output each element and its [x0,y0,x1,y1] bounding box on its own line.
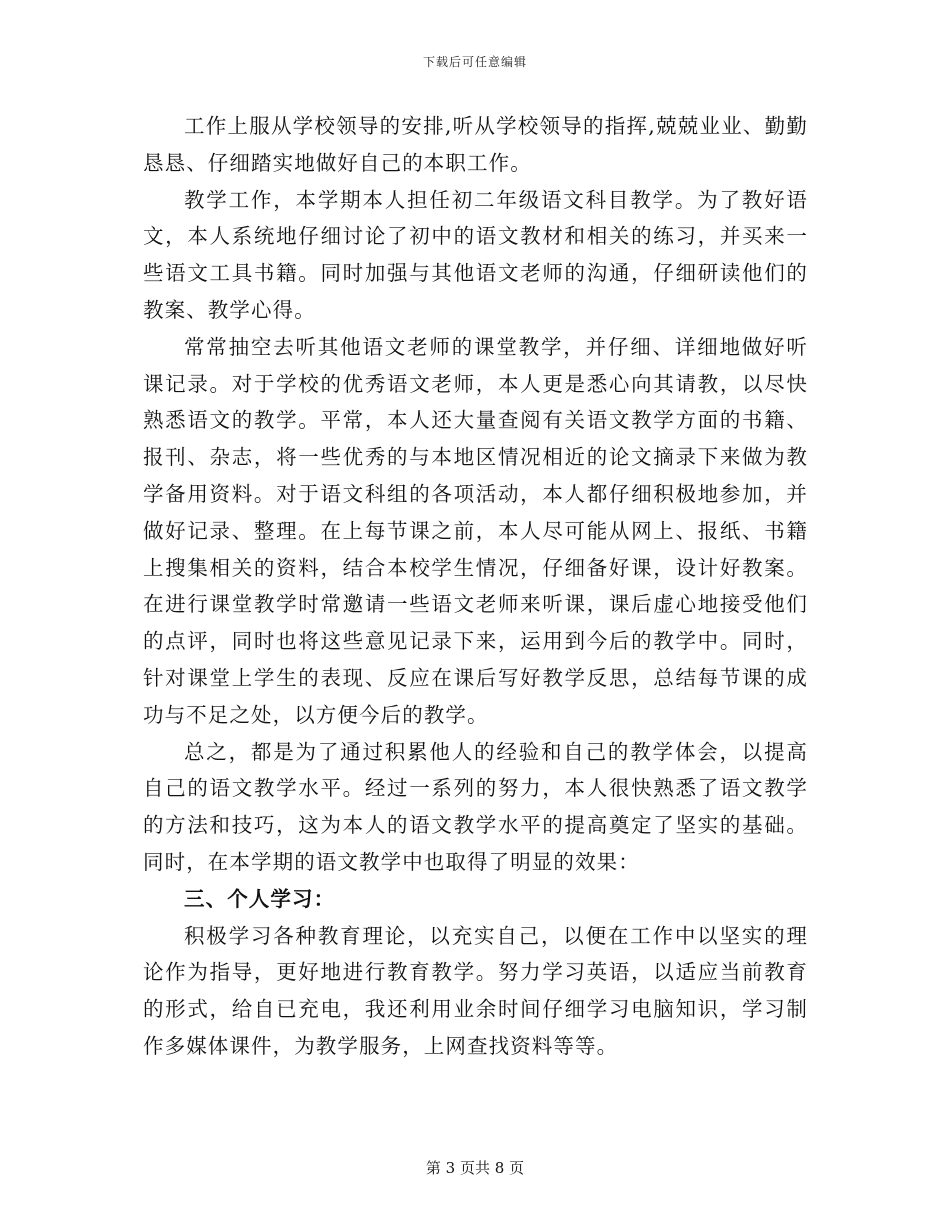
page-header-note: 下载后可任意编辑 [422,55,527,69]
section-heading-personal-study: 三、个人学习： [184,886,336,911]
document-body [143,108,808,1065]
paragraph-teaching-work: 教学工作，本学期本人担任初二年级语文科目教学。为了教好语文，本人系统地仔细讨论了初中的语文教材和相关的练习，并买来一些语文工具书籍。同时加强与其他语文老师的沟通，仔细研读他们的教案、教学心得。 [143,187,808,322]
page-number-footer: 第 3 页共 8 页 [425,1159,525,1177]
paragraph-summary: 总之，都是为了通过积累他人的经验和自己的教学体会，以提高自己的语文教学水平。经过一系列的努力，本人很快熟悉了语文教学的方法和技巧，这为本人的语文教学水平的提高奠定了坚实的基础。同时，在本学期的语文教学中也取得了明显的效果： [143,739,808,874]
paragraph-lesson-observation: 常常抽空去听其他语文老师的课堂教学，并仔细、详细地做好听课记录。对于学校的优秀语文老师，本人更是悉心向其请教，以尽快熟悉语文的教学。平常，本人还大量查阅有关语文教学方面的书籍、报刊、杂志，将一些优秀的与本地区情况相近的论文摘录下来做为教学备用资料。对于语文科组的各项活动，本人都仔细积极地参加，并做好记录、整理。在上每节课之前，本人尽可能从网上、报纸、书籍上搜集相关的资料，结合本校学生情况，仔细备好课，设计好教案。在进行课堂教学时常邀请一些语文老师来听课，课后虚心地接受他们的点评，同时也将这些意见记录下来，运用到今后的教学中。同时，针对课堂上学生的表现、反应在课后写好教学反思，总结每节课的成功与不足之处，以方便今后的教学。 [143,334,808,727]
paragraph-work-attitude: 工作上服从学校领导的安排,听从学校领导的指挥,兢兢业业、勤勤恳恳、仔细踏实地做好自己的本职工作。 [143,114,808,175]
paragraph-personal-study: 积极学习各种教育理论，以充实自己，以便在工作中以坚实的理论作为指导，更好地进行教育教学。努力学习英语，以适应当前教育的形式，给自已充电，我还利用业余时间仔细学习电脑知识，学习制作多媒体课件，为教学服务，上网查找资料等等。 [143,923,808,1058]
